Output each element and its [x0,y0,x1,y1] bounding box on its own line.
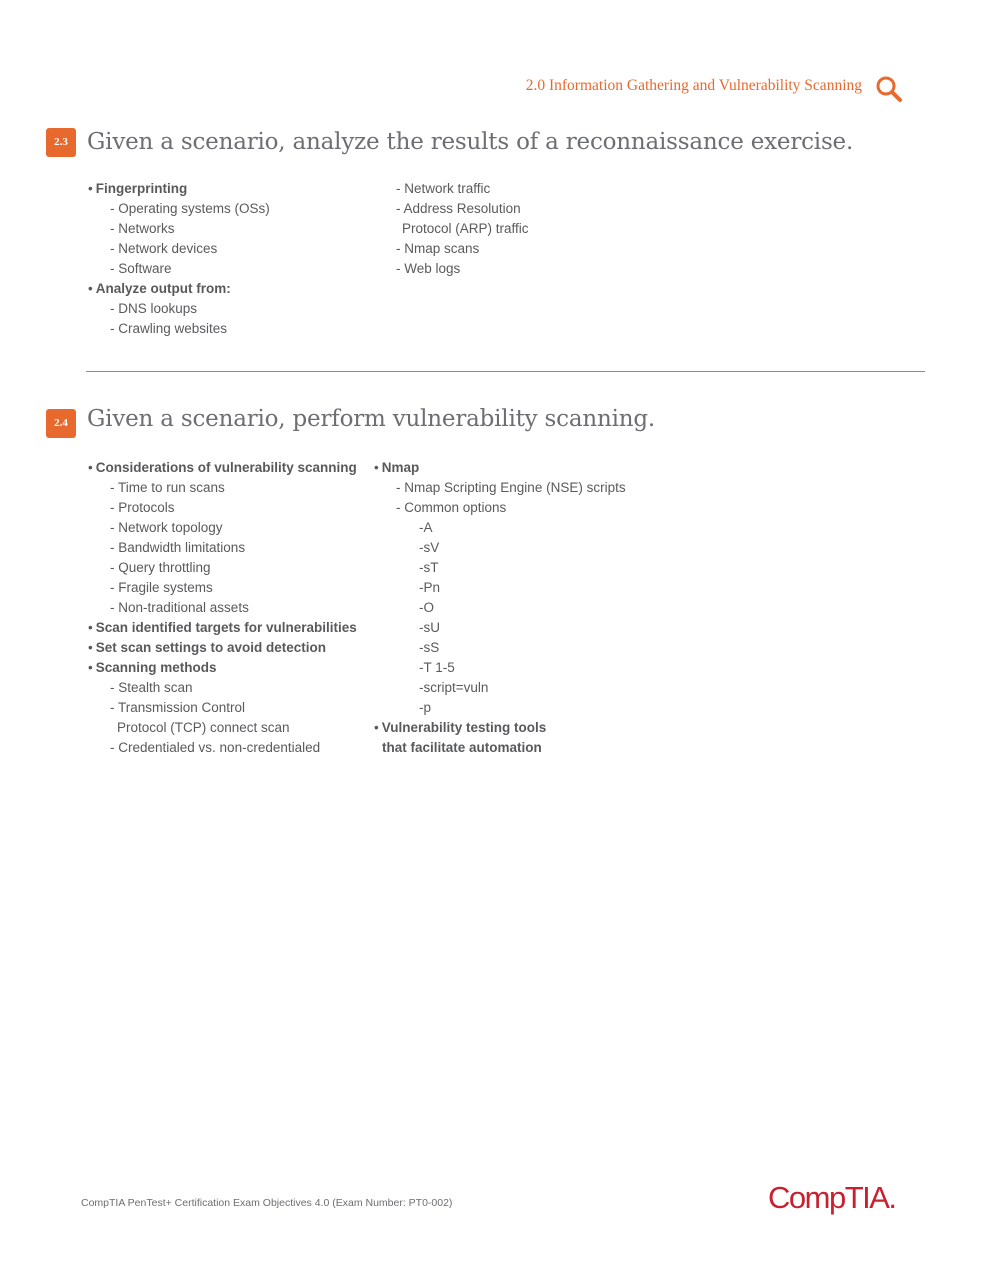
list-heading-continuation: that facilitate automation [382,740,542,755]
list-heading: • Fingerprinting [88,179,270,199]
list-heading: • Scanning methods [88,658,357,678]
list-item: - Operating systems (OSs) [88,199,270,219]
option-item: -p [419,700,432,715]
list-item: - Protocols [88,498,357,518]
footer-text: CompTIA PenTest+ Certification Exam Objectives 4.0 (Exam Number: PT0-002) [81,1197,453,1209]
list-item: - Transmission Control [88,698,357,718]
option-item: -script=vuln [419,680,489,695]
list-item: - Networks [88,219,270,239]
list-heading: • Scan identified targets for vulnerabilities [88,618,357,638]
section-title: Given a scenario, perform vulnerability scanning. [87,406,655,432]
list-item: - Bandwidth limitations [88,538,357,558]
list-heading: • Vulnerability testing tools [374,718,626,738]
section1-column-1 [88,179,270,339]
list-item: - Web logs [396,259,529,279]
section-divider [86,371,925,372]
list-item: - Time to run scans [88,478,357,498]
list-item-continuation: Protocol (TCP) connect scan [117,720,290,735]
list-heading: • Nmap [374,458,626,478]
section-number-badge: 2.3 [46,128,76,157]
list-item: - Nmap scans [396,239,529,259]
option-item: -sV [419,540,440,555]
list-item: - Query throttling [88,558,357,578]
section-number-badge: 2.4 [46,409,76,438]
list-item: - Crawling websites [88,319,270,339]
list-heading: • Set scan settings to avoid detection [88,638,357,658]
list-item: - DNS lookups [88,299,270,319]
header-title: 2.0 Information Gathering and Vulnerability Scanning [525,77,862,94]
option-item: -A [419,520,433,535]
option-item: -O [419,600,434,615]
list-item: - Stealth scan [88,678,357,698]
option-item: -sS [419,640,440,655]
magnifier-icon [874,74,904,104]
list-item: - Network topology [88,518,357,538]
list-item: - Network traffic [396,179,529,199]
list-item: - Network devices [88,239,270,259]
list-item-continuation: Protocol (ARP) traffic [402,221,529,236]
list-heading: • Analyze output from: [88,279,270,299]
list-item: - Software [88,259,270,279]
list-item: - Nmap Scripting Engine (NSE) scripts [374,478,626,498]
section1-column-2 [396,179,529,279]
list-item: - Address Resolution [396,199,529,219]
page-header [380,74,910,104]
option-item: -sT [419,560,439,575]
section2-column-2 [374,458,626,758]
option-item: -Pn [419,580,441,595]
list-item: - Common options [374,498,626,518]
section-title: Given a scenario, analyze the results of a reconnaissance exercise. [87,129,854,155]
list-heading: • Considerations of vulnerability scanning [88,458,357,478]
section2-column-1 [88,458,357,758]
list-item: - Credentialed vs. non-credentialed [88,738,357,758]
option-item: -T 1-5 [419,660,455,675]
list-item: - Fragile systems [88,578,357,598]
list-item: - Non-traditional assets [88,598,357,618]
comptia-logo: CompTIA. [768,1180,896,1215]
option-item: -sU [419,620,440,635]
